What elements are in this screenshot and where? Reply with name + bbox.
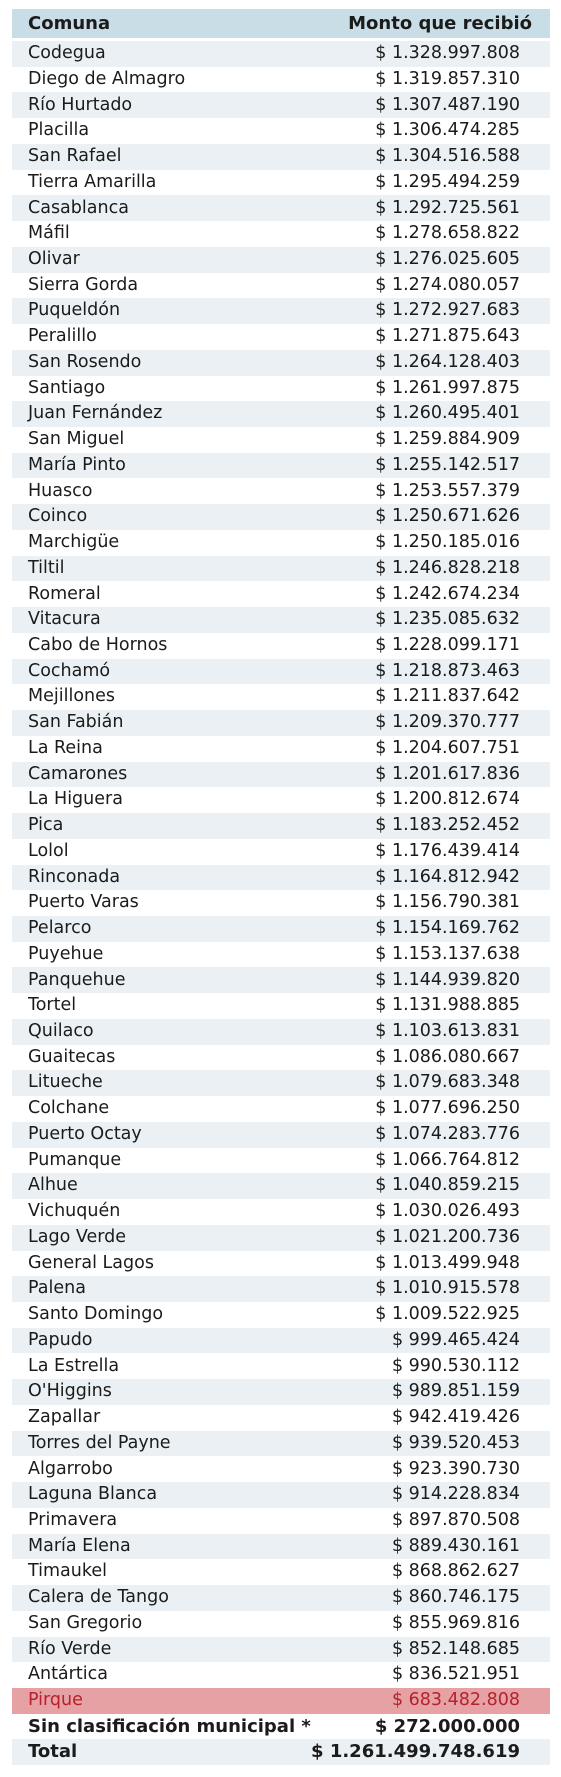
comuna-cell: Cochamó [28, 660, 111, 681]
table-row [12, 1122, 550, 1148]
comuna-cell: Puyehue [28, 943, 104, 964]
table-row [12, 144, 550, 170]
monto-cell: $ 1.304.516.588 [375, 146, 520, 167]
comuna-cell: Timaukel [28, 1561, 108, 1582]
table-row [12, 865, 550, 891]
comuna-cell: San Rosendo [28, 351, 142, 372]
comuna-cell: San Miguel [28, 429, 125, 450]
monto-cell: $ 1.010.915.578 [375, 1278, 520, 1299]
monto-cell: $ 1.259.884.909 [375, 429, 520, 450]
comuna-cell: Papudo [28, 1329, 93, 1350]
table-row [12, 581, 550, 607]
monto-cell: $ 1.307.487.190 [375, 94, 520, 115]
table-row [12, 762, 550, 788]
comuna-cell: Tortel [28, 995, 77, 1016]
monto-cell: $ 1.013.499.948 [375, 1252, 520, 1273]
table-row [12, 1353, 550, 1379]
monto-cell: $ 1.261.499.748.619 [311, 1741, 520, 1763]
comuna-cell: Algarrobo [28, 1458, 113, 1479]
table-row [12, 273, 550, 299]
monto-cell: $ 1.021.200.736 [375, 1226, 520, 1247]
table-row [12, 530, 550, 556]
comuna-cell: Puqueldón [28, 300, 121, 321]
comuna-cell: Rinconada [28, 866, 121, 887]
comuna-cell: Zapallar [28, 1407, 101, 1428]
monto-cell: $ 1.242.674.234 [375, 583, 520, 604]
monto-cell: $ 1.030.026.493 [375, 1201, 520, 1222]
monto-cell: $ 1.040.859.215 [375, 1175, 520, 1196]
monto-cell: $ 1.218.873.463 [375, 660, 520, 681]
comuna-cell: Pumanque [28, 1149, 122, 1170]
comuna-cell: Lolol [28, 840, 69, 861]
table-row [12, 787, 550, 813]
monto-cell: $ 989.851.159 [391, 1381, 520, 1402]
comuna-cell: La Estrella [28, 1355, 120, 1376]
comuna-cell: Mejillones [28, 686, 115, 707]
comuna-cell: San Fabián [28, 712, 124, 733]
monto-cell: $ 1.164.812.942 [375, 866, 520, 887]
table-row [12, 298, 550, 324]
monto-cell: $ 1.264.128.403 [375, 351, 520, 372]
table-row [12, 478, 550, 504]
monto-cell: $ 836.521.951 [391, 1664, 520, 1685]
comuna-cell: Romeral [28, 583, 101, 604]
table-row [12, 1431, 550, 1457]
comuna-cell: Máfil [28, 223, 70, 244]
comuna-cell: Torres del Payne [28, 1432, 171, 1453]
monto-cell: $ 1.278.658.822 [375, 223, 520, 244]
monto-cell: $ 1.295.494.259 [375, 171, 520, 192]
monto-cell: $ 1.271.875.643 [375, 326, 520, 347]
monto-cell: $ 1.228.099.171 [375, 635, 520, 655]
table-row [12, 1534, 550, 1560]
comuna-cell: Santo Domingo [28, 1304, 164, 1325]
monto-cell: $ 1.086.080.667 [375, 1046, 520, 1067]
table-row [12, 1019, 550, 1045]
monto-cell: $ 942.419.426 [391, 1407, 520, 1428]
comuna-cell: General Lagos [28, 1252, 154, 1273]
table-row [12, 1045, 550, 1071]
table-row [12, 247, 550, 273]
comuna-cell: Calera de Tango [28, 1587, 169, 1608]
comuna-cell: Puerto Octay [28, 1123, 142, 1144]
monto-cell: $ 1.250.185.016 [375, 532, 520, 553]
table-row [12, 684, 550, 710]
comuna-cell: Puerto Varas [28, 892, 139, 913]
column-header-monto: Monto que recibió [348, 13, 532, 34]
table-row [12, 813, 550, 839]
table-row [12, 916, 550, 942]
monto-cell: $ 1.211.837.642 [375, 686, 520, 707]
comuna-cell: Pica [28, 815, 64, 836]
comuna-cell: Huasco [28, 480, 93, 501]
comuna-cell: Santiago [28, 377, 106, 398]
table-row [12, 1688, 550, 1714]
column-header-comuna: Comuna [28, 13, 111, 34]
table-row [12, 1302, 550, 1328]
table-row [12, 1070, 550, 1096]
monto-cell: $ 1.103.613.831 [375, 1021, 520, 1042]
monto-cell: $ 852.148.685 [391, 1638, 520, 1659]
comuna-cell: Litueche [28, 1072, 103, 1093]
comuna-cell: Tiltil [28, 557, 65, 578]
table-row [12, 1714, 550, 1740]
comuna-cell: Peralillo [28, 326, 97, 347]
table-row [12, 633, 550, 659]
monto-cell: $ 1.079.683.348 [375, 1072, 520, 1093]
table-row [12, 839, 550, 865]
comuna-cell: Placilla [28, 120, 90, 141]
table-body [12, 41, 550, 1765]
table-row [12, 1148, 550, 1174]
comuna-cell: Río Verde [28, 1638, 112, 1659]
table-row [12, 401, 550, 427]
comuna-cell: Pirque [28, 1690, 83, 1711]
monto-cell: $ 897.870.508 [391, 1509, 520, 1530]
comuna-cell: La Higuera [28, 789, 123, 810]
table-row [12, 1508, 550, 1534]
comuna-cell: Río Hurtado [28, 94, 133, 115]
table-row [12, 942, 550, 968]
comuna-cell: Marchigüe [28, 532, 120, 553]
monto-cell: $ 1.235.085.632 [375, 609, 520, 630]
monto-cell: $ 1.154.169.762 [375, 918, 520, 939]
monto-cell: $ 1.255.142.517 [375, 454, 520, 475]
monto-cell: $ 1.153.137.638 [375, 943, 520, 964]
comuna-cell: Diego de Almagro [28, 68, 186, 89]
monto-cell: $ 272.000.000 [374, 1715, 520, 1737]
table-row [12, 1482, 550, 1508]
comuna-cell: Casablanca [28, 197, 129, 218]
comuna-cell: Sin clasificación municipal * [28, 1715, 311, 1737]
monto-cell: $ 1.272.927.683 [375, 300, 520, 321]
comuna-cell: Cabo de Hornos [28, 635, 168, 655]
table-row [12, 92, 550, 118]
table-row [12, 1559, 550, 1585]
monto-cell: $ 1.274.080.057 [375, 274, 520, 295]
table-row [12, 118, 550, 144]
comuna-cell: Guaitecas [28, 1046, 116, 1067]
table-row [12, 736, 550, 762]
table-row [12, 453, 550, 479]
monto-cell: $ 1.204.607.751 [375, 737, 520, 758]
table-row [12, 324, 550, 350]
monto-cell: $ 1.253.557.379 [375, 480, 520, 501]
comuna-cell: Sierra Gorda [28, 274, 139, 295]
monto-cell: $ 855.969.816 [391, 1612, 520, 1633]
table-row [12, 1662, 550, 1688]
comuna-cell: Total [28, 1741, 78, 1763]
monto-cell: $ 1.246.828.218 [375, 557, 520, 578]
table-row [12, 1096, 550, 1122]
table-row [12, 1405, 550, 1431]
table-row [12, 556, 550, 582]
monto-cell: $ 990.530.112 [391, 1355, 520, 1376]
monto-cell: $ 1.261.997.875 [375, 377, 520, 398]
monto-cell: $ 889.430.161 [391, 1535, 520, 1556]
comuna-cell: Alhue [28, 1175, 78, 1196]
comuna-cell: Lago Verde [28, 1226, 126, 1247]
monto-cell: $ 1.200.812.674 [375, 789, 520, 810]
comuna-cell: Vichuquén [28, 1201, 121, 1222]
table-row [12, 1173, 550, 1199]
monto-cell: $ 1.328.997.808 [375, 43, 520, 64]
table-row [12, 1739, 550, 1765]
comuna-cell: Laguna Blanca [28, 1484, 158, 1505]
monto-cell: $ 1.009.522.925 [375, 1304, 520, 1325]
comuna-cell: O'Higgins [28, 1381, 112, 1402]
table-row [12, 710, 550, 736]
monto-cell: $ 1.156.790.381 [375, 892, 520, 913]
table-header [12, 9, 550, 41]
table-row [12, 427, 550, 453]
comuna-cell: San Gregorio [28, 1612, 143, 1633]
comuna-cell: Tierra Amarilla [28, 171, 157, 192]
table-row [12, 41, 550, 67]
table-row [12, 376, 550, 402]
monto-cell: $ 914.228.834 [391, 1484, 520, 1505]
comuna-cell: Vitacura [28, 609, 101, 630]
comuna-cell: Juan Fernández [28, 403, 163, 424]
table-row [12, 1328, 550, 1354]
monto-cell: $ 1.260.495.401 [375, 403, 520, 424]
table-row [12, 1251, 550, 1277]
table-row [12, 1611, 550, 1637]
monto-cell: $ 1.250.671.626 [375, 506, 520, 527]
table-row [12, 67, 550, 93]
table-row [12, 1585, 550, 1611]
monto-cell: $ 923.390.730 [391, 1458, 520, 1479]
comuna-cell: Codegua [28, 43, 106, 64]
table-row [12, 993, 550, 1019]
table-row [12, 170, 550, 196]
table-row [12, 607, 550, 633]
monto-cell: $ 1.066.764.812 [375, 1149, 520, 1170]
table-row [12, 967, 550, 993]
comuna-cell: Primavera [28, 1509, 118, 1530]
table-row [12, 1276, 550, 1302]
monto-cell: $ 939.520.453 [391, 1432, 520, 1453]
comuna-cell: Quilaco [28, 1021, 94, 1042]
monto-cell: $ 1.077.696.250 [375, 1098, 520, 1119]
monto-cell: $ 1.201.617.836 [375, 763, 520, 784]
monto-cell: $ 1.319.857.310 [375, 68, 520, 89]
comuna-cell: María Pinto [28, 454, 126, 475]
table-row [12, 504, 550, 530]
comuna-cell: Colchane [28, 1098, 110, 1119]
monto-cell: $ 683.482.808 [391, 1690, 520, 1711]
table-row [12, 221, 550, 247]
monto-cell: $ 1.306.474.285 [375, 120, 520, 141]
comuna-cell: Palena [28, 1278, 86, 1299]
monto-cell: $ 868.862.627 [391, 1561, 520, 1582]
table-row [12, 1225, 550, 1251]
monto-cell: $ 1.074.283.776 [375, 1123, 520, 1144]
comuna-cell: La Reina [28, 737, 103, 758]
comuna-cell: Olivar [28, 248, 80, 269]
comuna-cell: Pelarco [28, 918, 92, 939]
comuna-cell: Antártica [28, 1664, 108, 1685]
table-row [12, 659, 550, 685]
monto-cell: $ 999.465.424 [391, 1329, 520, 1350]
comuna-cell: Camarones [28, 763, 128, 784]
monto-cell: $ 1.209.370.777 [375, 712, 520, 733]
monto-cell: $ 1.144.939.820 [375, 969, 520, 990]
monto-cell: $ 860.746.175 [391, 1587, 520, 1608]
monto-cell: $ 1.276.025.605 [375, 248, 520, 269]
comuna-cell: María Elena [28, 1535, 131, 1556]
monto-cell: $ 1.292.725.561 [375, 197, 520, 218]
comuna-cell: San Rafael [28, 146, 122, 167]
table-row [12, 1456, 550, 1482]
amounts-table [12, 9, 550, 1765]
table-row [12, 195, 550, 221]
table-row [12, 1379, 550, 1405]
comuna-cell: Panquehue [28, 969, 126, 990]
table-row [12, 350, 550, 376]
monto-cell: $ 1.176.439.414 [375, 840, 520, 861]
monto-cell: $ 1.183.252.452 [375, 815, 520, 836]
monto-cell: $ 1.131.988.885 [375, 995, 520, 1016]
table-row [12, 1637, 550, 1663]
table-row [12, 890, 550, 916]
comuna-cell: Coinco [28, 506, 88, 527]
table-row [12, 1199, 550, 1225]
